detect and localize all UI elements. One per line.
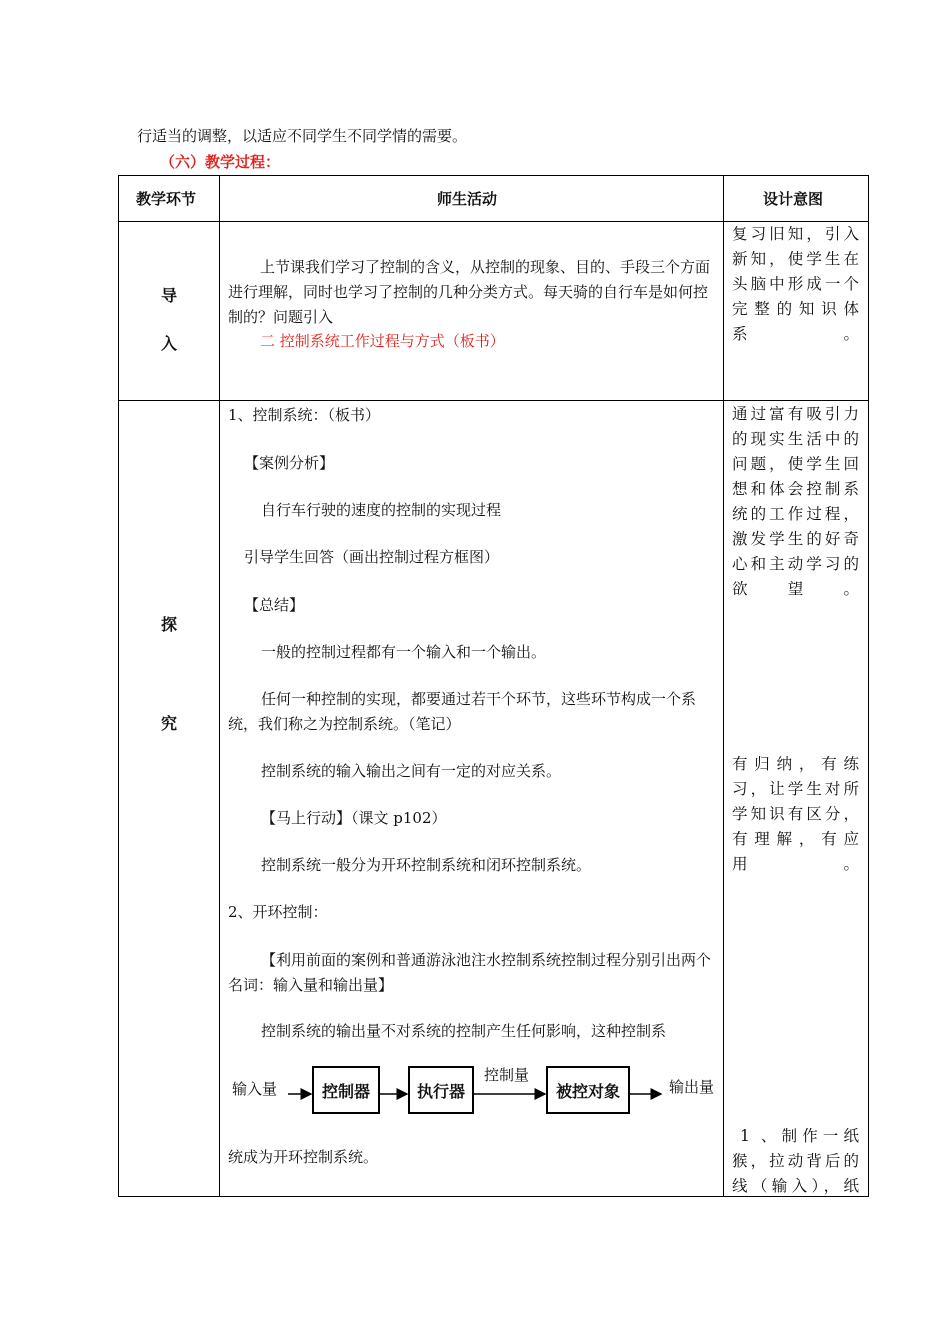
- intent-line: 通过富有吸引力: [732, 405, 860, 423]
- stage-explore-1: 探: [161, 615, 178, 634]
- header-stage: 教学环节: [136, 190, 197, 208]
- intro-activity-text: 上节课我们学习了控制的含义，从控制的现象、目的、手段三个方面进行理解，同时也学习了控制的几种分类方式。每天骑的自行车是如何控制的？问题引入: [228, 258, 711, 326]
- intent-line: 习，让学生对所: [732, 780, 860, 798]
- open-loop-diagram: [228, 1060, 718, 1120]
- header-activity: 师生活动: [437, 190, 498, 208]
- intent-line: 欲望。: [732, 580, 860, 598]
- stage-intro-1: 导: [161, 286, 178, 305]
- activity-line: 引导学生回答（画出控制过程方框图）: [244, 548, 500, 566]
- intent-line: 系。: [732, 325, 860, 343]
- intent-line: 激发学生的好奇: [732, 530, 860, 548]
- intent-line: 复习旧知，引入: [732, 225, 860, 243]
- plant-box: 被控对象: [546, 1066, 630, 1114]
- intent-line: 的现实生活中的: [732, 430, 860, 448]
- intro-activity-board: 二 控制系统工作过程与方式（板书）: [260, 332, 505, 350]
- activity-line: 控制系统的输入输出之间有一定的对应关系。: [261, 762, 562, 780]
- activity-line: 【利用前面的案例和普通游泳池注水控制系统控制过程分别引出两个名词：输入量和输出量】: [228, 951, 712, 994]
- intent-line: 有理解，有应: [732, 830, 860, 848]
- activity-line: 【马上行动】（课文 p102）: [261, 809, 447, 827]
- activity-line: 控制系统一般分为开环控制系统和闭环控制系统。: [261, 856, 592, 874]
- activity-line: 1、控制系统：（板书）: [228, 406, 381, 424]
- activity-line: 任何一种控制的实现，都要通过若干个环节，这些环节构成一个系统，我们称之为控制系统。（笔记）: [228, 690, 697, 733]
- intent-line: 想和体会控制系: [732, 480, 860, 498]
- intent-line: 线（输入），纸: [732, 1177, 860, 1195]
- intent-line: 心和主动学习的: [732, 555, 860, 573]
- intent-line: 1 、制作一纸: [740, 1127, 860, 1145]
- intent-line: 新知，使学生在: [732, 250, 860, 268]
- diagram-output-label: 输出量: [669, 1078, 715, 1096]
- intent-line: 头脑中形成一个: [732, 275, 860, 293]
- intent-line: 猴，拉动背后的: [732, 1152, 860, 1170]
- diagram-control-label: 控制量: [484, 1066, 530, 1084]
- intro-line: 行适当的调整，以适应不同学生不同学情的需要。: [137, 127, 468, 145]
- activity-line: 统成为开环控制系统。: [228, 1148, 379, 1166]
- activity-line: 一般的控制过程都有一个输入和一个输出。: [261, 643, 547, 661]
- controller-box: 控制器: [312, 1066, 380, 1114]
- activity-line: 2、开环控制：: [228, 903, 328, 921]
- stage-intro-2: 入: [161, 334, 178, 353]
- diagram-input-label: 输入量: [232, 1080, 278, 1098]
- activity-line: 【案例分析】: [244, 454, 335, 472]
- intent-line: 完整的知识体: [732, 300, 860, 318]
- stage-explore-2: 究: [161, 714, 178, 733]
- intent-line: 有归纳，有练: [732, 755, 860, 773]
- actuator-box: 执行器: [408, 1066, 474, 1114]
- intent-line: 学知识有区分，: [732, 805, 860, 823]
- intent-line: 统的工作过程，: [732, 505, 860, 523]
- activity-line: 自行车行驶的速度的控制的实现过程: [261, 501, 502, 519]
- intent-line: 用。: [732, 855, 860, 873]
- activity-line: 控制系统的输出量不对系统的控制产生任何影响，这种控制系: [261, 1022, 667, 1040]
- intent-line: 问题，使学生回: [732, 455, 860, 473]
- activity-line: 【总结】: [244, 596, 305, 614]
- section-title: （六）教学过程：: [160, 153, 281, 171]
- header-intent: 设计意图: [763, 190, 824, 208]
